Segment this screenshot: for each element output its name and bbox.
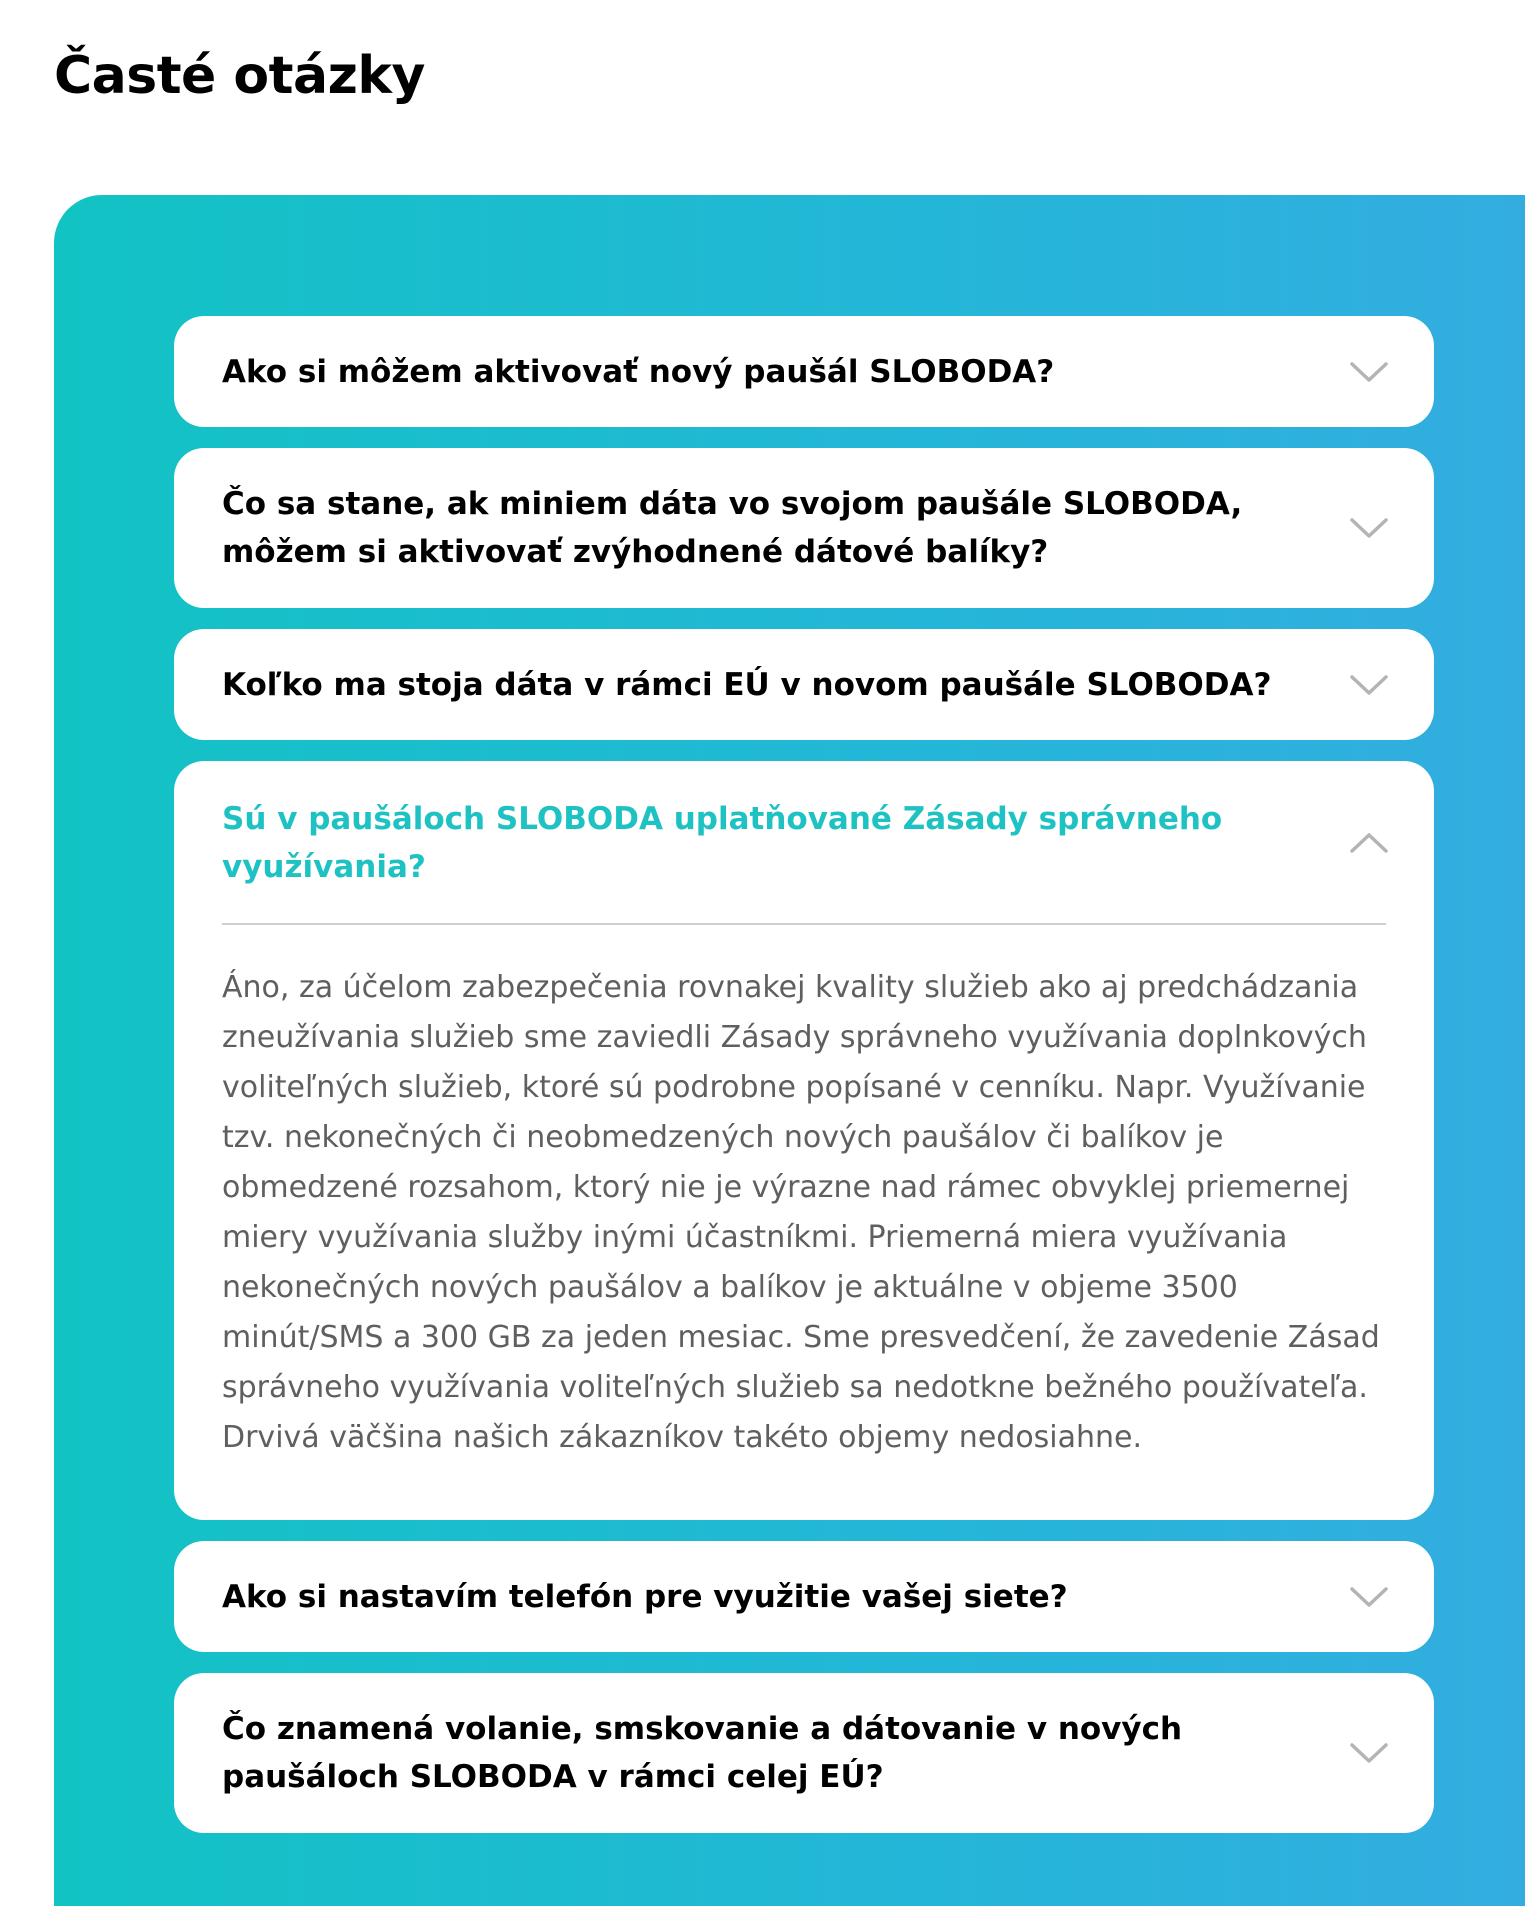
faq-question-toggle[interactable]: [174, 448, 1434, 608]
faq-question-text: Ako si nastavím telefón pre využitie vašej siete?: [222, 1578, 1068, 1615]
faq-question-text: Čo sa stane, ak miniem dáta vo svojom paušále SLOBODA, môžem si aktivovať zvýhodnené dátové balíky?: [222, 486, 1243, 570]
faq-item: [174, 448, 1434, 608]
faq-question-toggle[interactable]: [174, 629, 1434, 740]
faq-answer-text: Áno, za účelom zabezpečenia rovnakej kvality služieb ako aj predchádzania zneužívania služieb sme zaviedli Zásady správneho využívania doplnkových voliteľných služieb, ktoré sú podrobne popísané v cenníku. Napr. Využívanie tzv. nekonečných či neobmedzených nových paušálov či balíkov je obmedzené rozsahom, ktorý nie je výrazne nad rámec obvyklej priemernej miery využívania služby inými účastníkmi. Priemerná miera využívania nekonečných nových paušálov a balíkov je aktuálne v objeme 3500 minút/SMS a 300 GB za jeden mesiac. Sme presvedčení, že zavedenie Zásad správneho využívania voliteľných služieb sa nedotkne bežného používateľa. Drvivá väčšina našich zákazníkov takéto objemy nedosiahne.: [222, 970, 1380, 1455]
faq-item: [174, 629, 1434, 740]
faq-item-expanded: [174, 761, 1434, 1520]
faq-question-toggle[interactable]: [174, 316, 1434, 427]
faq-panel: [54, 195, 1525, 1906]
faq-item: [174, 1541, 1434, 1652]
faq-item: [174, 316, 1434, 427]
chevron-down-icon: [1349, 1577, 1389, 1617]
faq-question-toggle[interactable]: [174, 1673, 1434, 1833]
faq-question-text: Ako si môžem aktivovať nový paušál SLOBODA?: [222, 353, 1055, 390]
chevron-up-icon: [1349, 823, 1389, 863]
page-title: Časté otázky: [54, 46, 425, 106]
chevron-down-icon: [1349, 508, 1389, 548]
faq-list: [174, 316, 1434, 1854]
faq-question-text: Sú v paušáloch SLOBODA uplatňované Zásady správneho využívania?: [222, 801, 1223, 885]
faq-question-toggle[interactable]: [174, 1541, 1434, 1652]
chevron-down-icon: [1349, 352, 1389, 392]
faq-question-toggle[interactable]: [174, 761, 1434, 923]
faq-item: [174, 1673, 1434, 1833]
chevron-down-icon: [1349, 665, 1389, 705]
chevron-down-icon: [1349, 1733, 1389, 1773]
faq-question-text: Čo znamená volanie, smskovanie a dátovanie v nových paušáloch SLOBODA v rámci celej EÚ?: [222, 1711, 1183, 1795]
faq-question-text: Koľko ma stoja dáta v rámci EÚ v novom paušále SLOBODA?: [222, 666, 1272, 703]
